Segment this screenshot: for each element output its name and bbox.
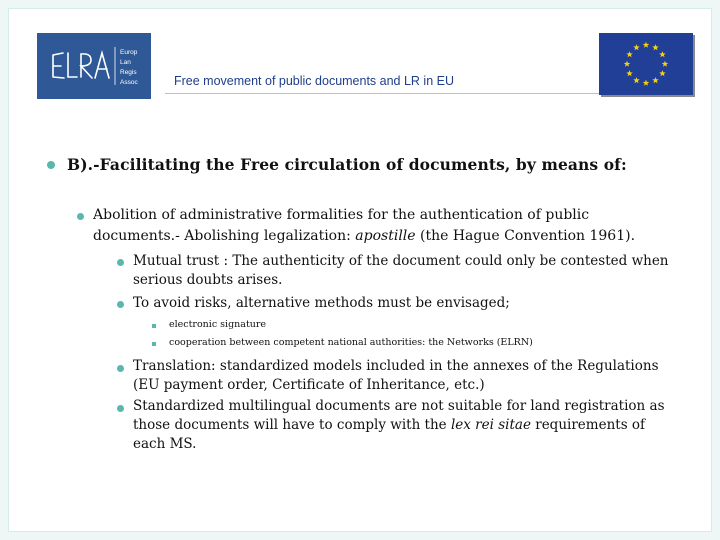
header-title: Free movement of public documents and LR in EU bbox=[174, 74, 454, 88]
square-bullet-icon bbox=[152, 342, 156, 346]
main-bullet-text: B).-Facilitating the Free circulation of documents, by means of: bbox=[67, 155, 627, 174]
logo-side-line-2: Lan bbox=[120, 59, 131, 66]
bullet-dot-icon bbox=[77, 213, 84, 220]
bullet-dot-icon bbox=[117, 259, 124, 266]
logo-side-line-4: Assoc bbox=[120, 79, 138, 86]
square-bullet-icon bbox=[152, 324, 156, 328]
header-divider bbox=[165, 93, 599, 94]
standardized-line-3: each MS. bbox=[133, 436, 197, 452]
bullet-dot-icon bbox=[117, 405, 124, 412]
avoid-risks-text: To avoid risks, alternative methods must be envisaged; bbox=[133, 295, 510, 311]
eu-flag-icon bbox=[599, 33, 693, 95]
method-1-text: electronic signature bbox=[169, 319, 267, 330]
bullet-dot-icon bbox=[47, 161, 55, 169]
logo-side-line-3: Regis bbox=[120, 69, 137, 76]
standardized-line-1: Standardized multilingual documents are not suitable for land registration as bbox=[133, 398, 665, 414]
translation-line-2: (EU payment order, Certificate of Inheritance, etc.) bbox=[133, 377, 485, 393]
standardized-line-2: those documents will have to comply with the lex rei sitae requirements of bbox=[133, 417, 646, 433]
mutual-trust-line-2: serious doubts arises. bbox=[133, 272, 283, 288]
logo-side-line-1: Europ bbox=[120, 49, 138, 56]
mutual-trust-line-1: Mutual trust : The authenticity of the document could only be contested when bbox=[133, 253, 669, 269]
method-2-text: cooperation between competent national authorities: the Networks (ELRN) bbox=[169, 337, 533, 348]
translation-line-1: Translation: standardized models included in the annexes of the Regulations bbox=[133, 358, 659, 374]
elra-logo bbox=[37, 33, 151, 99]
sub-bullet-line-1: Abolition of administrative formalities for the authentication of public bbox=[93, 207, 590, 223]
bullet-dot-icon bbox=[117, 365, 124, 372]
sub-bullet-line-2: documents.- Abolishing legalization: apostille (the Hague Convention 1961). bbox=[93, 228, 636, 244]
bullet-dot-icon bbox=[117, 301, 124, 308]
